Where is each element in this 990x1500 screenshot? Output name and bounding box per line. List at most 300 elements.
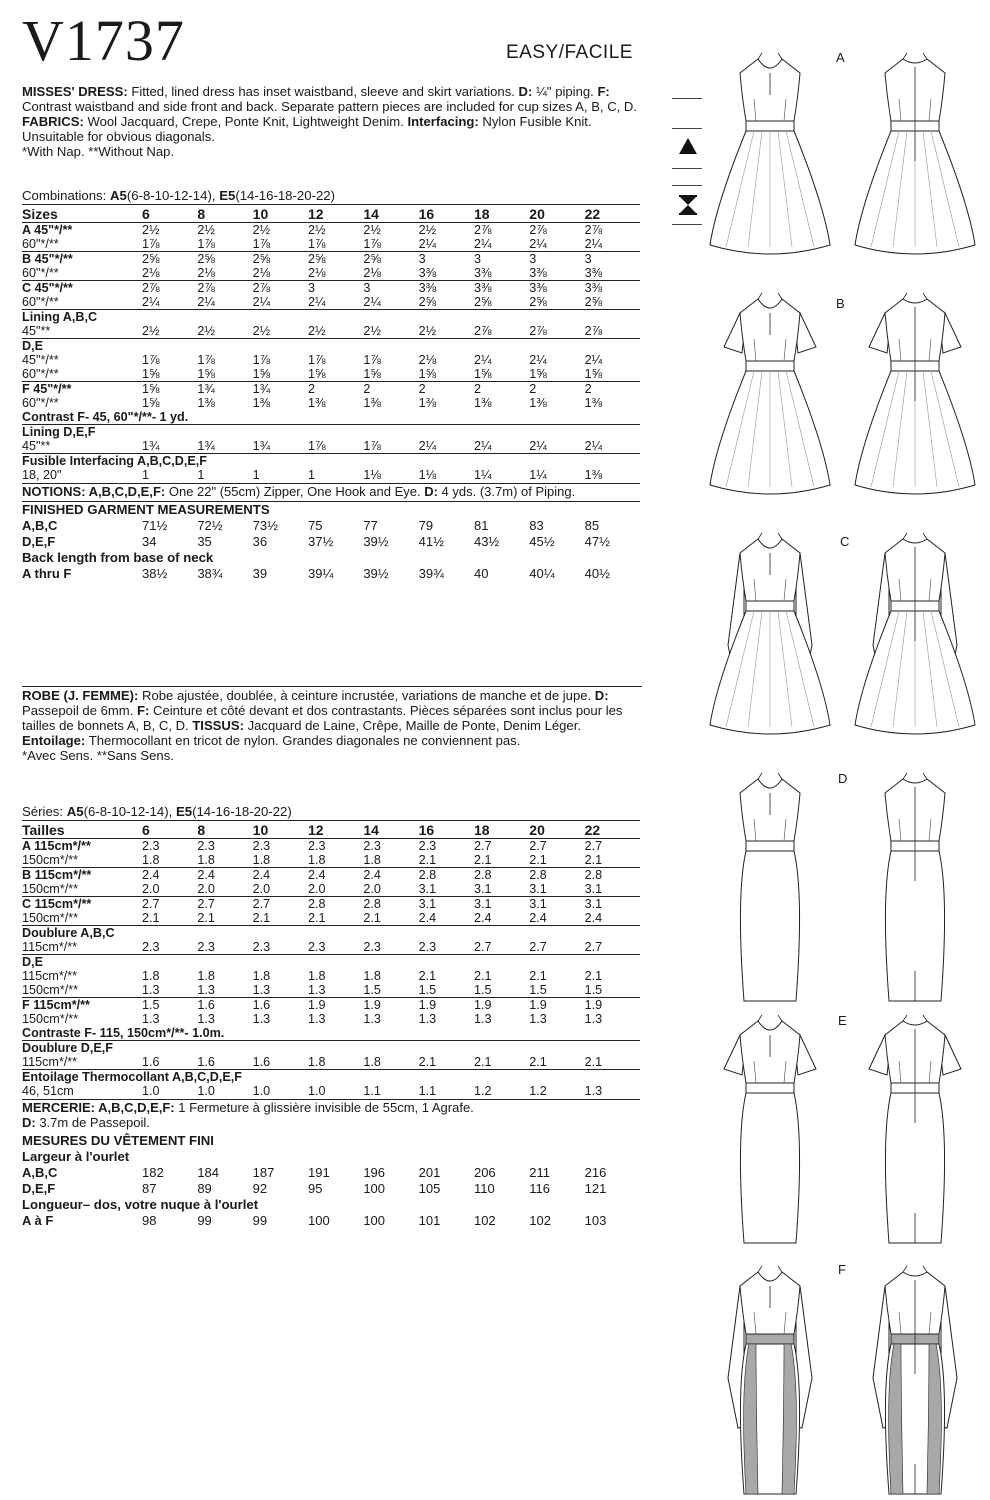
yardage-value: 2¼ xyxy=(473,353,492,367)
size-header: 12 xyxy=(308,821,363,839)
yardage-row-label: B 115cm*/** xyxy=(22,868,142,883)
yardage-value: 1⅝ xyxy=(252,367,271,381)
yardage-value: 2.1 xyxy=(142,911,160,925)
yardage-value: 1 xyxy=(252,468,260,482)
yardage-value: 2.7 xyxy=(197,897,252,912)
yardage-row xyxy=(22,1084,640,1098)
yardage-value: 1⅝ xyxy=(529,367,547,381)
yardage-value: 1 xyxy=(197,468,205,482)
yardage-value: 2¼ xyxy=(418,439,437,453)
yardage-value: 2¼ xyxy=(363,295,381,309)
yardage-value: 2.8 xyxy=(363,897,418,912)
fr-desc-fabrics-text: Jacquard de Laine, Crêpe, Maille de Ponte, Denim Léger. xyxy=(243,718,581,733)
measurement-value: 187 xyxy=(252,1165,275,1180)
fr-desc-title: ROBE (J. FEMME): xyxy=(22,688,139,703)
desc-interfacing-label: Interfacing: xyxy=(407,114,479,129)
yardage-value xyxy=(253,1041,308,1056)
yardage-value: 2⅝ xyxy=(363,252,418,267)
measurement-value: 182 xyxy=(142,1165,164,1180)
size-header: 22 xyxy=(585,821,640,839)
yardage-value: 1.5 xyxy=(142,998,197,1013)
yardage-value: 1⅛ xyxy=(363,468,381,482)
measurement-label: A,B,C xyxy=(22,518,58,533)
yardage-value: 2⅞ xyxy=(584,324,603,338)
yardage-row xyxy=(22,998,640,1013)
yardage-value: 1⅜ xyxy=(473,396,492,410)
finished-measurements-title: FINISHED GARMENT MEASUREMENTS xyxy=(22,501,640,518)
waistband xyxy=(746,121,794,131)
yardage-value xyxy=(197,1041,252,1056)
yardage-value: 3.1 xyxy=(419,897,474,912)
measurement-value: 201 xyxy=(418,1165,441,1180)
measurement-row xyxy=(22,1213,640,1229)
view-c-front xyxy=(710,533,830,734)
yardage-value: 2.3 xyxy=(142,940,160,954)
yardage-row-label: F 45"*/** xyxy=(22,382,142,397)
yardage-value: 2¼ xyxy=(418,237,437,251)
waistband xyxy=(746,601,794,611)
yardage-value: 1⅜ xyxy=(529,396,547,410)
yardage-value: 2.8 xyxy=(474,868,529,883)
yardage-value xyxy=(308,955,363,970)
yardage-row-label: C 115cm*/** xyxy=(22,897,142,912)
fr-finished-title: MESURES DU VÊTEMENT FINI xyxy=(22,1133,214,1148)
measurement-value: 81 xyxy=(473,518,489,533)
fr-back-length-title: Longueur– dos, votre nuque à l'ourlet xyxy=(22,1197,259,1212)
measurement-value: 103 xyxy=(584,1213,607,1228)
yardage-value: 1.0 xyxy=(197,1084,215,1098)
size-header: 22 xyxy=(585,205,640,223)
yardage-value xyxy=(197,339,252,354)
yardage-value: 1.8 xyxy=(197,969,215,983)
yardage-value: 1.0 xyxy=(142,1084,160,1098)
neck-form xyxy=(758,773,782,779)
measurement-value: 101 xyxy=(418,1213,441,1228)
yardage-value: 2.1 xyxy=(584,1055,603,1069)
sidebar-rule xyxy=(672,128,702,129)
measurement-value: 45½ xyxy=(529,534,555,549)
yardage-row-label: 150cm*/** xyxy=(22,882,79,896)
yardage-value: 2⅞ xyxy=(253,281,308,296)
french-yardage-table xyxy=(22,820,640,1098)
measurement-value: 73½ xyxy=(252,518,278,533)
yardage-value: 1⅞ xyxy=(142,237,160,251)
view-letter-b: B xyxy=(836,296,845,311)
yardage-value: 3 xyxy=(474,252,529,267)
nap-note: *With Nap. **Without Nap. xyxy=(22,144,175,159)
neck-form xyxy=(903,1015,927,1021)
yardage-value: 2.1 xyxy=(529,853,547,867)
yardage-value: 2½ xyxy=(418,223,437,237)
measurement-value: 87 xyxy=(142,1181,157,1196)
yardage-value: 2.3 xyxy=(418,839,437,853)
measurement-row xyxy=(22,534,640,550)
english-yardage xyxy=(22,188,640,582)
yardage-value: 3 xyxy=(419,252,474,267)
measurement-label: D,E,F xyxy=(22,1181,56,1196)
yardage-row xyxy=(22,897,640,912)
yardage-row-label: 60"*/** xyxy=(22,237,59,251)
combinations-label: Combinations: xyxy=(22,188,110,203)
yardage-value: 2 xyxy=(474,382,529,397)
yardage-value: 2½ xyxy=(197,223,215,237)
yardage-row xyxy=(22,839,640,854)
notions-text: One 22" (55cm) Zipper, One Hook and Eye. xyxy=(165,484,425,499)
yardage-row-label: Lining A,B,C xyxy=(22,310,142,325)
yardage-value: 1.8 xyxy=(252,969,271,983)
yardage-value: 2.1 xyxy=(473,853,492,867)
measurement-value: 39¼ xyxy=(307,566,334,581)
yardage-row xyxy=(22,468,640,482)
series-e: E5 xyxy=(175,804,193,819)
yardage-row xyxy=(22,367,640,382)
combo-a: A5 xyxy=(109,188,127,203)
with-nap-triangle-icon xyxy=(678,136,698,156)
yardage-value: 1.1 xyxy=(363,1084,381,1098)
yardage-value: 2.8 xyxy=(308,897,363,912)
measurement-value: 77 xyxy=(363,518,378,533)
yardage-value: 2.0 xyxy=(142,882,160,896)
yardage-value xyxy=(474,425,529,440)
yardage-value xyxy=(253,339,308,354)
yardage-value: 1.1 xyxy=(418,1084,437,1098)
measurement-label: A thru F xyxy=(22,566,72,581)
mercerie-label: MERCERIE: A,B,C,D,E,F: xyxy=(22,1100,175,1115)
yardage-value: 1⅞ xyxy=(197,237,215,251)
yardage-row xyxy=(22,223,640,238)
english-yardage-table xyxy=(22,204,640,482)
size-header: 20 xyxy=(529,205,584,223)
yardage-value: 1⅞ xyxy=(252,353,271,367)
difficulty-label: EASY/FACILE xyxy=(506,42,633,63)
yardage-value xyxy=(529,1041,584,1056)
yardage-value: 1.3 xyxy=(418,1012,437,1026)
yardage-row xyxy=(22,853,640,868)
yardage-value: 3.1 xyxy=(529,882,547,896)
yardage-value: 2.1 xyxy=(584,853,603,867)
measurement-value: 39¾ xyxy=(418,566,444,581)
yardage-value: 1.5 xyxy=(473,983,492,997)
yardage-value: 2.4 xyxy=(253,868,308,883)
fr-desc-d-text: Passepoil de 6mm. xyxy=(22,703,137,718)
contrast-side-left xyxy=(889,1344,903,1494)
yardage-value: 1¼ xyxy=(473,468,492,482)
yardage-value: 2.1 xyxy=(418,853,437,867)
yardage-row xyxy=(22,1041,640,1056)
desc-fabrics-label: FABRICS: xyxy=(22,114,84,129)
yardage-value: 2¼ xyxy=(473,439,492,453)
fr-desc-f-label: F: xyxy=(137,703,150,718)
measurement-value: 102 xyxy=(473,1213,496,1228)
yardage-row xyxy=(22,353,640,367)
view-e-front xyxy=(724,1015,816,1243)
desc-d-text: ¼" piping. xyxy=(532,84,598,99)
yardage-value: 2¼ xyxy=(584,237,603,251)
yardage-value: 1¾ xyxy=(142,439,160,453)
yardage-row xyxy=(22,310,640,325)
measurement-value: 36 xyxy=(252,534,268,549)
size-header: 18 xyxy=(474,821,529,839)
combinations-line xyxy=(22,188,640,204)
yardage-value: 2⅛ xyxy=(252,266,271,280)
yardage-value: 2½ xyxy=(307,223,326,237)
view-letter-e: E xyxy=(838,1013,847,1028)
yardage-value: 2.7 xyxy=(529,940,547,954)
yardage-row xyxy=(22,237,640,252)
yardage-row-label: Entoilage Thermocollant A,B,C,D,E,F xyxy=(22,1070,640,1085)
yardage-value: 2¼ xyxy=(197,295,215,309)
desc-d-label: D: xyxy=(518,84,533,99)
view-letter-c: C xyxy=(840,534,850,549)
yardage-value: 1⅝ xyxy=(473,367,492,381)
yardage-value: 3⅜ xyxy=(529,266,547,280)
yardage-value: 2⅞ xyxy=(142,281,197,296)
yardage-value: 2¼ xyxy=(142,295,160,309)
fr-desc-text: Robe ajustée, doublée, à ceinture incrustée, variations de manche et de jupe. xyxy=(138,688,595,703)
yardage-value: 2 xyxy=(419,382,474,397)
desc-title: MISSES' DRESS: xyxy=(22,84,128,99)
yardage-value: 2.4 xyxy=(363,868,418,883)
view-f-back xyxy=(873,1266,957,1494)
yardage-value: 3⅜ xyxy=(529,281,584,296)
yardage-value: 2⅝ xyxy=(529,295,547,309)
yardage-value: 1⅝ xyxy=(197,367,215,381)
pattern-number: V1737 xyxy=(22,8,185,73)
measurement-value: 43½ xyxy=(473,534,500,549)
yardage-value: 2½ xyxy=(142,324,160,338)
yardage-row xyxy=(22,1055,640,1070)
yardage-row-label: 60"*/** xyxy=(22,295,59,309)
yardage-value: 2½ xyxy=(197,324,215,338)
size-header: 8 xyxy=(197,205,252,223)
yardage-row xyxy=(22,410,640,425)
yardage-value: 1.8 xyxy=(197,853,215,867)
measurement-row xyxy=(22,1181,640,1197)
fr-nap-note: *Avec Sens. **Sans Sens. xyxy=(22,748,174,763)
yardage-value: 1.9 xyxy=(419,998,474,1013)
yardage-row-label: 115cm*/** xyxy=(22,969,78,983)
yardage-value: 3⅜ xyxy=(474,281,529,296)
yardage-value: 2¼ xyxy=(529,353,547,367)
yardage-row-label: B 45"*/** xyxy=(22,252,142,267)
yardage-value: 1.2 xyxy=(529,1084,547,1098)
yardage-value: 1.9 xyxy=(474,998,529,1013)
series-a: A5 xyxy=(66,804,84,819)
yardage-value: 1.8 xyxy=(363,1055,381,1069)
measurement-value: 72½ xyxy=(197,518,223,533)
yardage-value: 2.4 xyxy=(308,868,363,883)
yardage-value: 1⅝ xyxy=(307,367,326,381)
yardage-value xyxy=(419,926,474,941)
combo-a-sizes: (6-8-10-12-14), xyxy=(126,188,220,203)
neck-form xyxy=(758,293,782,299)
yardage-value: 1.6 xyxy=(142,1055,160,1069)
series-line xyxy=(22,804,640,820)
yardage-value: 1 xyxy=(307,468,315,482)
yardage-value: 1⅞ xyxy=(142,353,160,367)
measurement-value: 89 xyxy=(197,1181,212,1196)
yardage-row-label: 115cm*/** xyxy=(22,940,78,954)
yardage-value: 1⅝ xyxy=(584,367,603,381)
yardage-value: 2.7 xyxy=(529,839,547,853)
yardage-value xyxy=(419,1041,474,1056)
measurement-label: D,E,F xyxy=(22,534,56,549)
yardage-value: 1⅞ xyxy=(197,353,215,367)
measurement-value: 121 xyxy=(584,1181,607,1196)
yardage-value: 2.3 xyxy=(197,839,215,853)
yardage-value xyxy=(197,955,252,970)
measurement-value: 39 xyxy=(252,566,268,581)
yardage-value: 1⅜ xyxy=(307,396,326,410)
yardage-row xyxy=(22,882,640,897)
yardage-value: 3 xyxy=(363,281,418,296)
yardage-row-label: Fusible Interfacing A,B,C,D,E,F xyxy=(22,454,640,469)
yardage-value: 1⅜ xyxy=(252,396,271,410)
back-length-title: Back length from base of neck xyxy=(22,550,214,565)
yardage-value: 1⅞ xyxy=(363,353,381,367)
yardage-value: 2⅝ xyxy=(253,252,308,267)
yardage-value xyxy=(474,955,529,970)
yardage-row-label: 115cm*/** xyxy=(22,1055,78,1069)
yardage-row xyxy=(22,926,640,941)
mercerie-text: 1 Fermeture à glissière invisible de 55cm, 1 Agrafe. xyxy=(174,1100,474,1115)
yardage-value xyxy=(253,955,308,970)
yardage-value: 2.7 xyxy=(584,940,603,954)
yardage-value: 2.3 xyxy=(252,839,271,853)
yardage-value: 2⅞ xyxy=(473,324,492,338)
yardage-value: 1.9 xyxy=(585,998,640,1013)
neck-form xyxy=(758,533,782,539)
yardage-value: 2.7 xyxy=(142,897,197,912)
yardage-value xyxy=(419,339,474,354)
yardage-value: 2½ xyxy=(418,324,437,338)
yardage-value: 2.4 xyxy=(142,868,197,883)
fr-hem-width-title: Largeur à l'ourlet xyxy=(22,1149,130,1164)
measurement-value: 100 xyxy=(307,1213,330,1228)
french-finished-table xyxy=(22,1165,640,1197)
yardage-value: 2⅞ xyxy=(529,223,547,237)
measurement-row xyxy=(22,518,640,534)
desc-text: Fitted, lined dress has inset waistband, sleeve and skirt variations. xyxy=(127,84,519,99)
yardage-value xyxy=(419,955,474,970)
yardage-value: 2.0 xyxy=(252,882,271,896)
size-header: 10 xyxy=(253,821,308,839)
yardage-value: 2⅞ xyxy=(473,223,492,237)
yardage-value: 1.8 xyxy=(252,853,271,867)
yardage-value xyxy=(142,955,197,970)
size-header: 6 xyxy=(142,205,197,223)
view-letter-d: D xyxy=(838,771,848,786)
measurement-value: 83 xyxy=(529,518,544,533)
french-notions xyxy=(22,1099,640,1130)
size-header: 8 xyxy=(197,821,252,839)
yardage-value: 2½ xyxy=(363,223,381,237)
view-c-back xyxy=(855,533,975,734)
yardage-value: 1¾ xyxy=(197,382,252,397)
yardage-value: 1⅝ xyxy=(363,367,381,381)
yardage-row-label: Contrast F- 45, 60"*/**- 1 yd. xyxy=(22,410,189,424)
yardage-value: 1.3 xyxy=(584,1012,603,1026)
waistband xyxy=(746,1334,794,1344)
size-header: 14 xyxy=(363,821,418,839)
desc-f-label: F: xyxy=(597,84,610,99)
yardage-value: 3.1 xyxy=(473,882,492,896)
view-f-front xyxy=(728,1266,812,1494)
neck-form xyxy=(903,293,927,299)
sidebar-rule xyxy=(672,224,702,225)
size-header: 18 xyxy=(474,205,529,223)
measurement-value: 95 xyxy=(307,1181,323,1196)
yardage-value xyxy=(419,310,474,325)
yardage-value xyxy=(474,339,529,354)
yardage-value xyxy=(363,310,418,325)
yardage-value: 2½ xyxy=(252,324,271,338)
yardage-value: 2.3 xyxy=(307,839,326,853)
yardage-value: 3 xyxy=(308,281,363,296)
yardage-value xyxy=(585,310,640,325)
yardage-value: 1.5 xyxy=(529,983,547,997)
yardage-value: 1.6 xyxy=(253,998,308,1013)
view-a-front xyxy=(710,53,830,254)
yardage-value: 1¾ xyxy=(197,439,215,453)
yardage-row-label: 46, 51cm xyxy=(22,1084,74,1098)
dress-illustrations xyxy=(700,0,990,1500)
size-header: 20 xyxy=(529,821,584,839)
neck-form xyxy=(903,1266,927,1272)
yardage-row-label: Doublure A,B,C xyxy=(22,926,142,941)
yardage-value: 2.1 xyxy=(418,1055,437,1069)
measurement-value: 92 xyxy=(252,1181,268,1196)
yardage-value: 1.3 xyxy=(142,983,160,997)
measurement-value: 79 xyxy=(418,518,434,533)
yardage-row-label: D,E xyxy=(22,955,142,970)
yardage-value: 1⅝ xyxy=(418,367,437,381)
view-a-back xyxy=(855,53,975,254)
notions-d-label: D: xyxy=(424,484,438,499)
yardage-value: 1.3 xyxy=(142,1012,160,1026)
measurement-value: 47½ xyxy=(584,534,610,549)
sizes-header-label: Tailles xyxy=(22,821,142,839)
yardage-value xyxy=(529,425,584,440)
yardage-value: 1⅜ xyxy=(584,396,603,410)
yardage-value xyxy=(253,425,308,440)
yardage-value: 2.4 xyxy=(584,911,603,925)
yardage-value: 2.1 xyxy=(584,969,603,983)
yardage-row-label: 150cm*/** xyxy=(22,853,79,867)
measurement-value: 211 xyxy=(529,1165,551,1180)
yardage-value: 3⅜ xyxy=(473,266,492,280)
yardage-row xyxy=(22,382,640,397)
yardage-value: 2⅝ xyxy=(308,252,363,267)
yardage-value xyxy=(529,926,584,941)
fr-desc-interfacing-label: Entoilage: xyxy=(22,733,86,748)
yardage-value: 2¼ xyxy=(252,295,271,309)
yardage-row xyxy=(22,868,640,883)
yardage-value: 2 xyxy=(529,382,584,397)
measurement-value: 216 xyxy=(584,1165,607,1180)
yardage-value: 3⅜ xyxy=(418,266,437,280)
english-back-length-table xyxy=(22,566,640,582)
yardage-row xyxy=(22,955,640,970)
yardage-value: 2¼ xyxy=(584,439,603,453)
yardage-value: 1.8 xyxy=(142,853,160,867)
yardage-value: 1.9 xyxy=(308,998,363,1013)
yardage-value: 1.8 xyxy=(363,853,381,867)
yardage-value: 3.1 xyxy=(584,882,603,896)
yardage-value xyxy=(308,1041,363,1056)
yardage-value: 1⅞ xyxy=(252,237,271,251)
yardage-value: 2.3 xyxy=(363,839,381,853)
